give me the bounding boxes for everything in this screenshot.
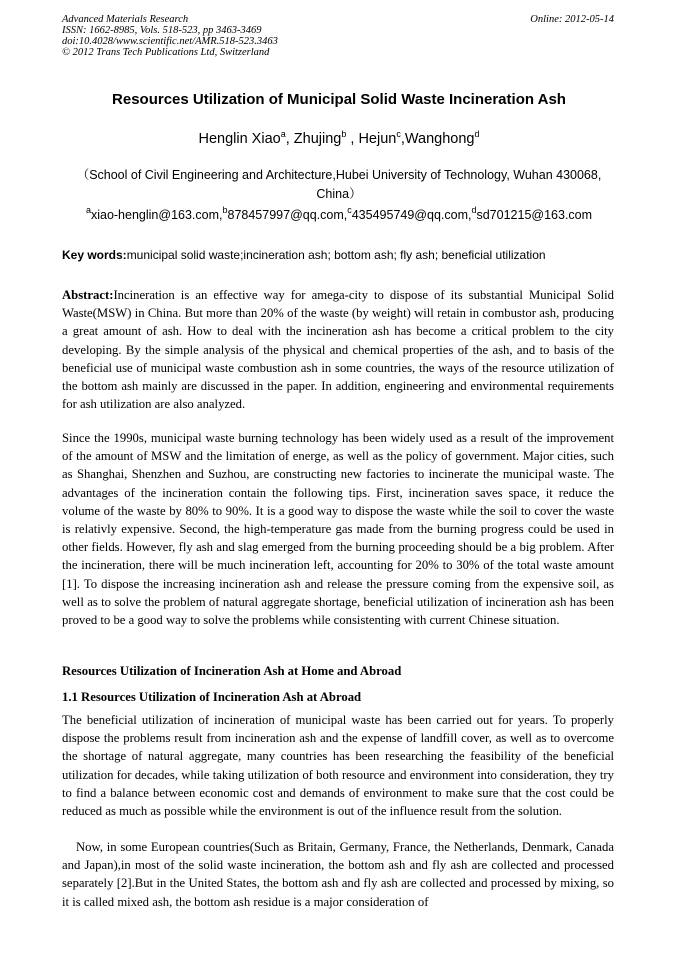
email-address[interactable]: 435495749@qq.com, — [351, 208, 472, 222]
intro-paragraph: Since the 1990s, municipal waste burning technology has been widely used as a result of the improvement of the amount of MSW and the limitation of energe, as well as the policy of government. Major cities, such as Shanghai, Shenzhen and Suzhou, are constructing new factories to incinerate the municipal waste. The advantages of the incineration contain the following tips. First, incineration saves space, it reduce the volume of the waste by 80% to 90%. It is a good way to dispose the waste while the soil to cover the waste is relativly expensive. Second, the high-temperature gas made from the burning progress could be used in other fields. However, fly ash and slag emerged from the burning proceeding should be a big problem. After the incineration, there will be much incineration left, accounting for 20% to 30% of the total waste amount [1]. To dispose the increasing incineration ash and release the pressure coming from the expensive soil, as well as to solve the problem of natural aggregate shortage, beneficial utilization of incineration ash has been proved to be a good way to solve the problems while consistenting with current Chinese situation. — [62, 431, 614, 628]
paper-title: Resources Utilization of Municipal Solid Waste Incineration Ash — [112, 91, 566, 108]
subsection-heading: 1.1 Resources Utilization of Incineration Ash at Abroad — [62, 690, 362, 704]
author-name: , Hejun — [346, 131, 397, 147]
abstract — [62, 286, 614, 413]
journal-doi: doi:10.4028/www.scientific.net/AMR.518-523.3463 — [62, 36, 278, 47]
author-superscript: b — [341, 129, 347, 139]
journal-copyright: © 2012 Trans Tech Publications Ltd, Switzerland — [62, 47, 270, 58]
email-address[interactable]: xiao-henglin@163.com, — [90, 208, 223, 222]
author-name: , Zhujing — [285, 131, 342, 147]
email-list — [0, 205, 678, 222]
email-superscript: d — [471, 205, 477, 215]
email-superscript: a — [85, 205, 91, 215]
journal-issn: ISSN: 1662-8985, Vols. 518-523, pp 3463-3469 — [62, 25, 262, 36]
author-list — [0, 131, 678, 147]
author-superscript: d — [474, 129, 480, 139]
author-name: Henglin Xiao — [198, 131, 281, 147]
abstract-text: Incineration is an effective way for amega-city to dispose of its substantial Municipal Solid Waste(MSW) in China. But more than 20% of the waste (by weight) will retain in combustor ash, producing a great amount of ash. How to deal with the incineration ash has become a critical problem to the city developing. By the simple analysis of the physical and chemical properties of the ash, and to basis of the beneficial use of municipal waste combustion ash in some countries, the ways of the resource utilization of the bottom ash mainly are discussed in the paper. In addition, engineering and environmental requirements for ash utilization are also analyzed. — [62, 288, 614, 412]
body-paragraph: Now, in some European countries(Such as Britain, Germany, France, the Netherlands, Denmark, Canada and Japan),in most of the solid waste incineration, the bottom ash and fly ash are collected and processed separately [2].But in the United States, the bottom ash and fly ash are collected and processed by mixing, so it is called mixed ash, the bottom ash residue is a major consideration of — [62, 840, 614, 909]
email-superscript: c — [347, 205, 352, 215]
abstract-label: Abstract: — [62, 288, 114, 302]
author-superscript: c — [396, 129, 401, 139]
email-address[interactable]: sd701215@163.com — [476, 208, 593, 222]
online-date: Online: 2012-05-14 — [530, 14, 614, 25]
affiliation: （School of Civil Engineering and Architecture,Hubei University of Technology, Wuhan 430068, China） — [76, 168, 602, 201]
body-paragraph: The beneficial utilization of incineration of municipal waste has been carried out for years. To properly dispose the problems result from incineration ash and the expense of landfill cover, as well as to overcome the shortage of natural aggregate, many countries has been researching the feasibility of the beneficial utilization for decades, while taking utilization of both resource and environment into consideration, they try to find a balance between economic cost and demands of environment to make sure that the cost could be reduced as much as possible while the environment is out of the influence result from the solution. — [62, 713, 614, 819]
email-address[interactable]: 878457997@qq.com, — [227, 208, 348, 222]
section-heading: Resources Utilization of Incineration Ash at Home and Abroad — [62, 664, 402, 678]
journal-name: Advanced Materials Research — [62, 14, 189, 25]
journal-header — [62, 14, 278, 58]
keywords — [62, 248, 546, 262]
author-superscript: a — [280, 129, 286, 139]
keywords-label: Key words: — [62, 248, 127, 262]
author-name: ,Wanghong — [400, 131, 475, 147]
email-superscript: b — [222, 205, 228, 215]
keywords-text: municipal solid waste;incineration ash; bottom ash; fly ash; beneficial utilization — [126, 248, 546, 262]
